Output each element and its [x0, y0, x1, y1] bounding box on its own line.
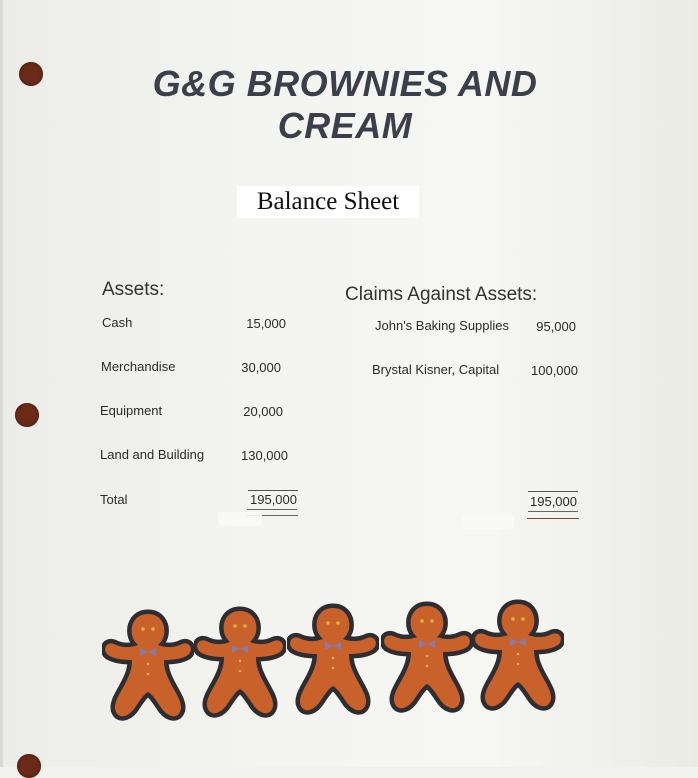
subtotal-underline [248, 490, 298, 491]
binder-hole [19, 62, 43, 86]
total-label: Total [100, 492, 128, 507]
asset-amount: 130,000 [241, 448, 288, 463]
asset-amount: 20,000 [243, 404, 283, 419]
tape-strip [218, 512, 262, 526]
claims-total-amount: 195,000 [530, 494, 577, 509]
subtotal-underline [528, 491, 578, 492]
assets-heading: Assets: [102, 279, 165, 300]
document-title-line1: G&G BROWNIES AND [152, 63, 538, 104]
asset-amount: 30,000 [241, 360, 281, 375]
assets-total-amount: 195,000 [250, 492, 297, 507]
gingerbread-man-icon [102, 604, 194, 728]
claim-amount: 100,000 [531, 363, 578, 378]
total-double-underline [527, 518, 579, 519]
claim-amount: 95,000 [536, 319, 576, 334]
binder-hole [15, 403, 39, 427]
claim-label: John's Baking Supplies [375, 318, 510, 333]
paper-edge [0, 0, 3, 767]
asset-label: Merchandise [101, 359, 176, 374]
claim-label: Brystal Kisner, Capital [372, 362, 500, 377]
asset-amount: 15,000 [246, 316, 286, 331]
gingerbread-man-icon [381, 596, 473, 720]
total-double-underline [247, 509, 297, 510]
gingerbread-man-icon [287, 598, 379, 722]
balance-sheet-label: Balance Sheet [237, 186, 419, 218]
document-title-line2: CREAM [277, 105, 413, 146]
total-double-underline [528, 511, 578, 512]
asset-label: Cash [102, 315, 133, 330]
asset-label: Equipment [100, 403, 163, 418]
gingerbread-man-icon [194, 601, 286, 725]
asset-label: Land and Building [100, 447, 205, 462]
binder-hole [17, 754, 41, 778]
tape-strip [462, 515, 514, 529]
claims-heading: Claims Against Assets: [345, 284, 538, 305]
gingerbread-man-icon [472, 594, 564, 718]
